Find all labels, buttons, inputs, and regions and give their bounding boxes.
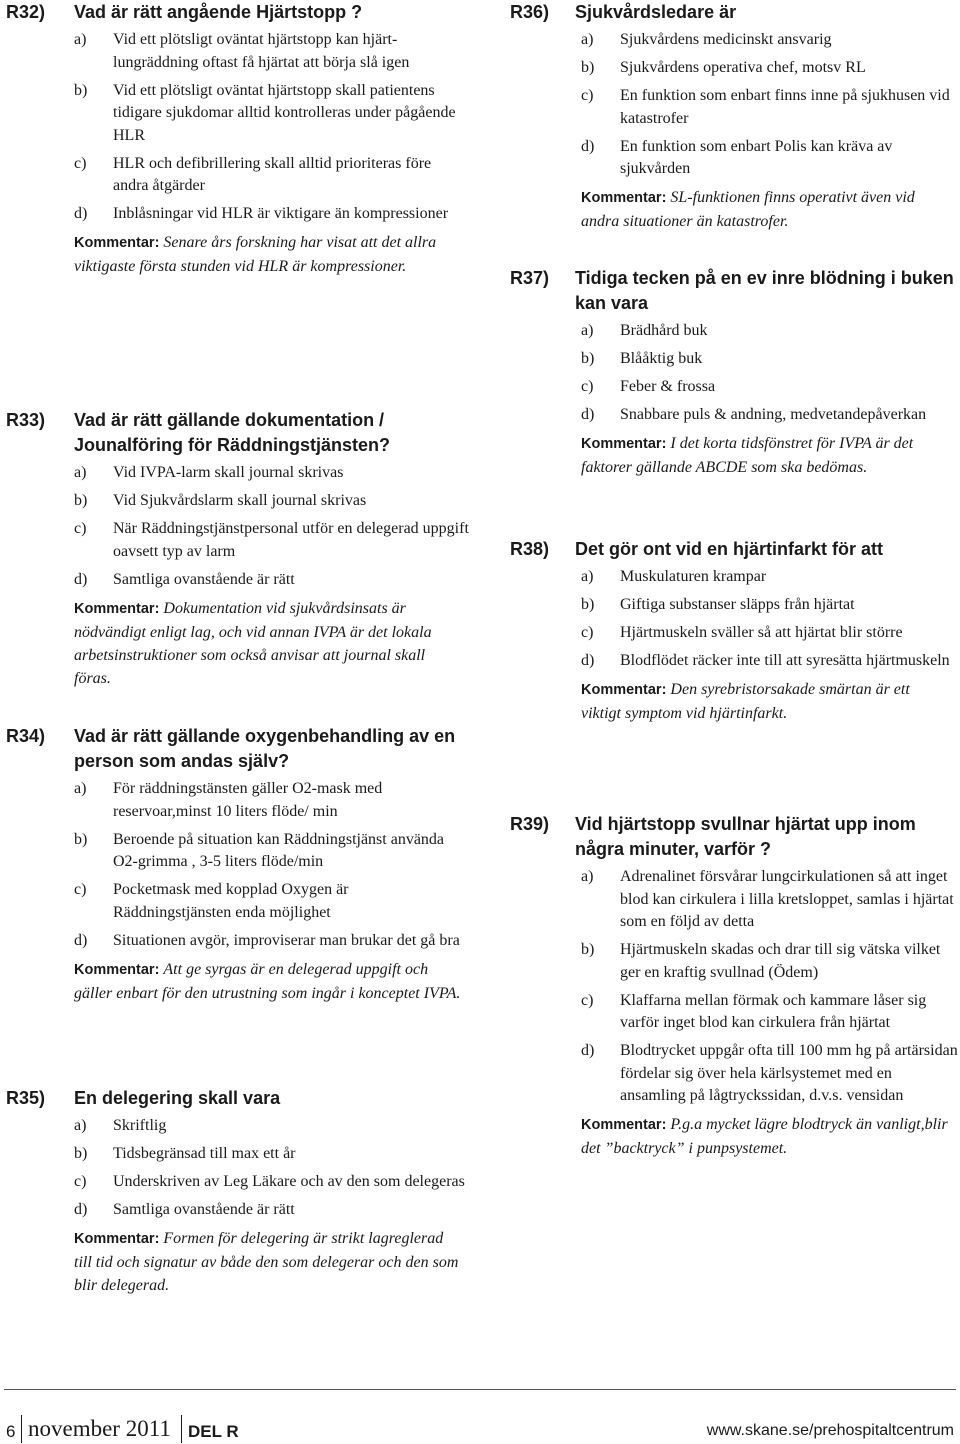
answer-options <box>74 462 470 690</box>
option-letter: b) <box>581 350 595 367</box>
answer-option <box>581 866 960 934</box>
option-text: Giftiga substanser släpps från hjärtat <box>620 596 855 613</box>
option-letter: a) <box>74 1117 87 1134</box>
option-letter: b) <box>581 596 595 613</box>
answer-option <box>74 1199 470 1222</box>
question-title: Vad är rätt angående Hjärtstopp ? <box>74 2 363 22</box>
answer-option <box>581 348 960 371</box>
question-header <box>503 266 960 316</box>
comment-label: Kommentar: <box>74 1231 160 1247</box>
option-text: Adrenalinet försvårar lungcirkulationen så att inget blod kan cirkulera i lilla kretsloppet, samlas i hjärtat som en följd av detta <box>620 868 954 930</box>
comment-label: Kommentar: <box>581 436 667 452</box>
footer-separator <box>181 1415 182 1443</box>
answer-option <box>74 203 470 226</box>
comment-label: Kommentar: <box>581 682 667 698</box>
answer-option <box>581 404 960 427</box>
option-letter: c) <box>581 378 594 395</box>
answer-option <box>581 622 960 645</box>
question-title: Vad är rätt gällande dokumentation / Jounalföring för Räddningstjänsten? <box>74 410 390 455</box>
comment-text: Senare års forskning har visat att det allra viktigaste första stunden vid HLR är kompressioner. <box>74 234 437 275</box>
option-text: En funktion som enbart Polis kan kräva av sjukvården <box>620 137 893 177</box>
option-text: HLR och defibrillering skall alltid prioriteras före andra åtgärder <box>113 154 432 194</box>
option-letter: d) <box>581 137 595 155</box>
option-text: Sjukvårdens operativa chef, motsv RL <box>620 59 866 76</box>
option-letter: c) <box>74 154 87 172</box>
option-text: För räddningstänsten gäller O2-mask med reservoar,minst 10 liters flöde/ min <box>113 780 383 820</box>
option-letter: c) <box>74 881 87 898</box>
answer-option <box>581 939 960 984</box>
comment <box>581 678 952 725</box>
answer-option <box>74 29 470 74</box>
answer-option <box>74 778 470 823</box>
footer-url[interactable]: www.skane.se/prehospitaltcentrum <box>706 1422 954 1439</box>
option-letter: a) <box>74 31 87 48</box>
option-letter: a) <box>581 568 594 585</box>
question-r37 <box>503 266 960 479</box>
comment-text: SL-funktionen finns operativt även vid andra situationer än katastrofer. <box>581 189 915 230</box>
option-text: Pocketmask med kopplad Oxygen är Räddningstjänsten enda möjlighet <box>113 881 349 921</box>
option-letter: c) <box>74 1173 87 1190</box>
answer-option <box>581 1040 960 1108</box>
option-text: Vid ett plötsligt oväntat hjärtstopp skall patientens tidigare sjukdomar alltid kontrolleras under pågående HLR <box>113 81 456 144</box>
question-header <box>503 0 960 25</box>
comment-label: Kommentar: <box>74 600 160 617</box>
option-letter: d) <box>581 1042 595 1059</box>
option-text: Samtliga ovanstående är rätt <box>113 1201 295 1218</box>
option-text: Skriftlig <box>113 1117 167 1134</box>
answer-option <box>581 85 960 130</box>
answer-option <box>74 930 470 953</box>
answer-options <box>74 778 470 1005</box>
answer-option <box>74 80 470 148</box>
question-header <box>0 724 470 774</box>
option-letter: a) <box>74 780 87 797</box>
footer-date: november 2011 <box>28 1416 171 1441</box>
question-r38 <box>503 537 960 725</box>
question-r36 <box>503 0 960 233</box>
option-letter: c) <box>581 624 594 641</box>
question-header <box>503 812 960 862</box>
option-text: Vid Sjukvårdslarm skall journal skrivas <box>113 492 367 509</box>
answer-option <box>74 462 470 485</box>
option-letter: a) <box>581 322 594 339</box>
option-text: När Räddningstjänstpersonal utför en delegerad uppgift oavsett typ av larm <box>113 520 469 560</box>
question-r39 <box>503 812 960 1160</box>
question-title: En delegering skall vara <box>74 1088 281 1108</box>
page-footer <box>0 1412 960 1444</box>
option-letter: c) <box>74 520 87 537</box>
comment <box>74 231 462 278</box>
option-letter: b) <box>581 59 595 76</box>
answer-options <box>581 866 960 1160</box>
comment-label: Kommentar: <box>581 1117 667 1133</box>
option-letter: b) <box>581 941 595 958</box>
answer-option <box>74 490 470 513</box>
footer-part: DEL R <box>188 1422 239 1441</box>
answer-option <box>74 829 470 874</box>
option-text: Sjukvårdens medicinskt ansvarig <box>620 31 832 48</box>
option-text: Brädhård buk <box>620 322 708 339</box>
option-letter: a) <box>581 868 594 885</box>
option-letter: b) <box>74 81 88 99</box>
answer-options <box>581 29 960 233</box>
question-title: Sjukvårdsledare är <box>575 2 737 22</box>
comment-label: Kommentar: <box>74 961 160 978</box>
option-text: Blodflödet räcker inte till att syresätta hjärtmuskeln <box>620 652 950 669</box>
option-letter: d) <box>581 652 595 669</box>
comment <box>74 1227 462 1297</box>
option-text: Vid ett plötsligt oväntat hjärtstopp kan hjärt-lungräddning oftast få hjärtat att börja slå igen <box>113 31 410 71</box>
option-letter: c) <box>581 991 594 1009</box>
answer-option <box>581 376 960 399</box>
comment-text: I det korta tidsfönstret för IVPA är det faktorer gällande ABCDE som ska bedömas. <box>581 435 914 476</box>
option-text: Situationen avgör, improviserar man brukar det gå bra <box>113 931 460 949</box>
comment <box>581 1113 952 1160</box>
option-text: Samtliga ovanstående är rätt <box>113 570 295 588</box>
answer-option <box>74 569 470 592</box>
question-number: R33) <box>6 410 46 430</box>
question-number: R38) <box>510 539 550 559</box>
question-title: Tidiga tecken på en ev inre blödning i buken kan vara <box>575 268 954 313</box>
option-text: Vid IVPA-larm skall journal skrivas <box>113 464 344 481</box>
option-letter: d) <box>74 1201 88 1218</box>
question-r33 <box>0 408 470 690</box>
comment-text: Att ge syrgas är en delegerad uppgift och gäller enbart för den utrustning som ingår i konceptet IVPA. <box>74 960 461 1002</box>
question-r35 <box>0 1086 470 1297</box>
answer-options <box>581 566 960 725</box>
option-text: Feber & frossa <box>620 378 716 395</box>
footer-divider <box>4 1389 956 1390</box>
answer-option <box>581 320 960 343</box>
option-text: Blååktig buk <box>620 350 703 367</box>
question-number: R36) <box>510 2 550 22</box>
answer-option <box>581 29 960 52</box>
option-text: Inblåsningar vid HLR är viktigare än kompressioner <box>113 205 449 222</box>
question-header <box>0 0 470 25</box>
option-letter: d) <box>581 406 595 423</box>
option-text: Underskriven av Leg Läkare och av den som delegeras <box>113 1173 465 1190</box>
option-letter: a) <box>74 464 87 481</box>
question-title: Vad är rätt gällande oxygenbehandling av en person som andas själv? <box>74 726 456 771</box>
question-title: Det gör ont vid en hjärtinfarkt för att <box>575 539 884 559</box>
comment-text: P.g.a mycket lägre blodtryck än vanligt,blir det ”backtryck” i punpsystemet. <box>581 1116 948 1157</box>
question-number: R35) <box>6 1088 46 1108</box>
option-letter: b) <box>74 1145 88 1162</box>
option-text: En funktion som enbart finns inne på sjukhusen vid katastrofer <box>620 87 950 127</box>
comment <box>581 186 952 233</box>
question-number: R34) <box>6 726 46 746</box>
answer-option <box>74 879 470 924</box>
option-text: Tidsbegränsad till max ett år <box>113 1145 296 1162</box>
answer-option <box>581 990 960 1035</box>
answer-option <box>581 57 960 80</box>
question-header <box>0 1086 470 1111</box>
page-number: 6 <box>6 1422 16 1441</box>
question-number: R39) <box>510 814 550 834</box>
question-number: R37) <box>510 268 550 288</box>
option-letter: d) <box>74 931 88 949</box>
comment-text: Dokumentation vid sjukvårdsinsats är nödvändigt enligt lag, och vid annan IVPA är det lokala arbetsinstruktioner som också anvisar att journal skall föras. <box>74 599 432 687</box>
option-text: Hjärtmuskeln skadas och drar till sig vätska vilket ger en kraftig svullnad (Ödem) <box>620 941 941 981</box>
question-r34 <box>0 724 470 1005</box>
option-text: Beroende på situation kan Räddningstjänst använda O2-grimma , 3-5 liters flöde/min <box>113 830 445 870</box>
option-text: Muskulaturen krampar <box>620 568 767 585</box>
answer-option <box>581 136 960 181</box>
comment <box>74 597 462 690</box>
answer-option <box>74 518 470 563</box>
question-header <box>0 408 470 458</box>
answer-option <box>581 650 960 673</box>
option-letter: d) <box>74 205 88 222</box>
option-letter: b) <box>74 830 88 848</box>
comment-label: Kommentar: <box>74 235 160 251</box>
answer-options <box>581 320 960 479</box>
option-text: Blodtrycket uppgår ofta till 100 mm hg på artärsidan fördelar sig över hela kärlsystemet med en ansamling på lågtryckssidan, d.v.s. vensidan <box>620 1042 958 1104</box>
option-text: Hjärtmuskeln sväller så att hjärtat blir större <box>620 624 903 641</box>
comment-text: Formen för delegering är strikt lagreglerad till tid och signatur av både den som delegerar och den som blir delegerad. <box>74 1230 459 1294</box>
question-header <box>503 537 960 562</box>
option-letter: d) <box>74 570 88 588</box>
answer-options <box>74 1115 470 1297</box>
option-letter: b) <box>74 492 88 509</box>
option-letter: a) <box>581 31 594 48</box>
comment <box>581 432 952 479</box>
comment-text: Den syrebristorsakade smärtan är ett viktigt symptom vid hjärtinfarkt. <box>581 681 910 722</box>
question-title: Vid hjärtstopp svullnar hjärtat upp inom några minuter, varför ? <box>575 814 916 859</box>
answer-option <box>74 1171 470 1194</box>
comment <box>74 958 462 1005</box>
comment-label: Kommentar: <box>581 190 667 206</box>
question-r32 <box>0 0 470 278</box>
answer-option <box>74 1115 470 1138</box>
answer-option <box>581 566 960 589</box>
footer-separator <box>21 1415 22 1443</box>
option-text: Snabbare puls & andning, medvetandepåverkan <box>620 406 927 423</box>
question-number: R32) <box>6 2 46 22</box>
answer-option <box>581 594 960 617</box>
answer-options <box>74 29 470 278</box>
option-letter: c) <box>581 87 594 104</box>
answer-option <box>74 153 470 198</box>
answer-option <box>74 1143 470 1166</box>
option-text: Klaffarna mellan förmak och kammare låser sig varför inget blod kan cirkulera från hjärtat <box>620 991 927 1031</box>
